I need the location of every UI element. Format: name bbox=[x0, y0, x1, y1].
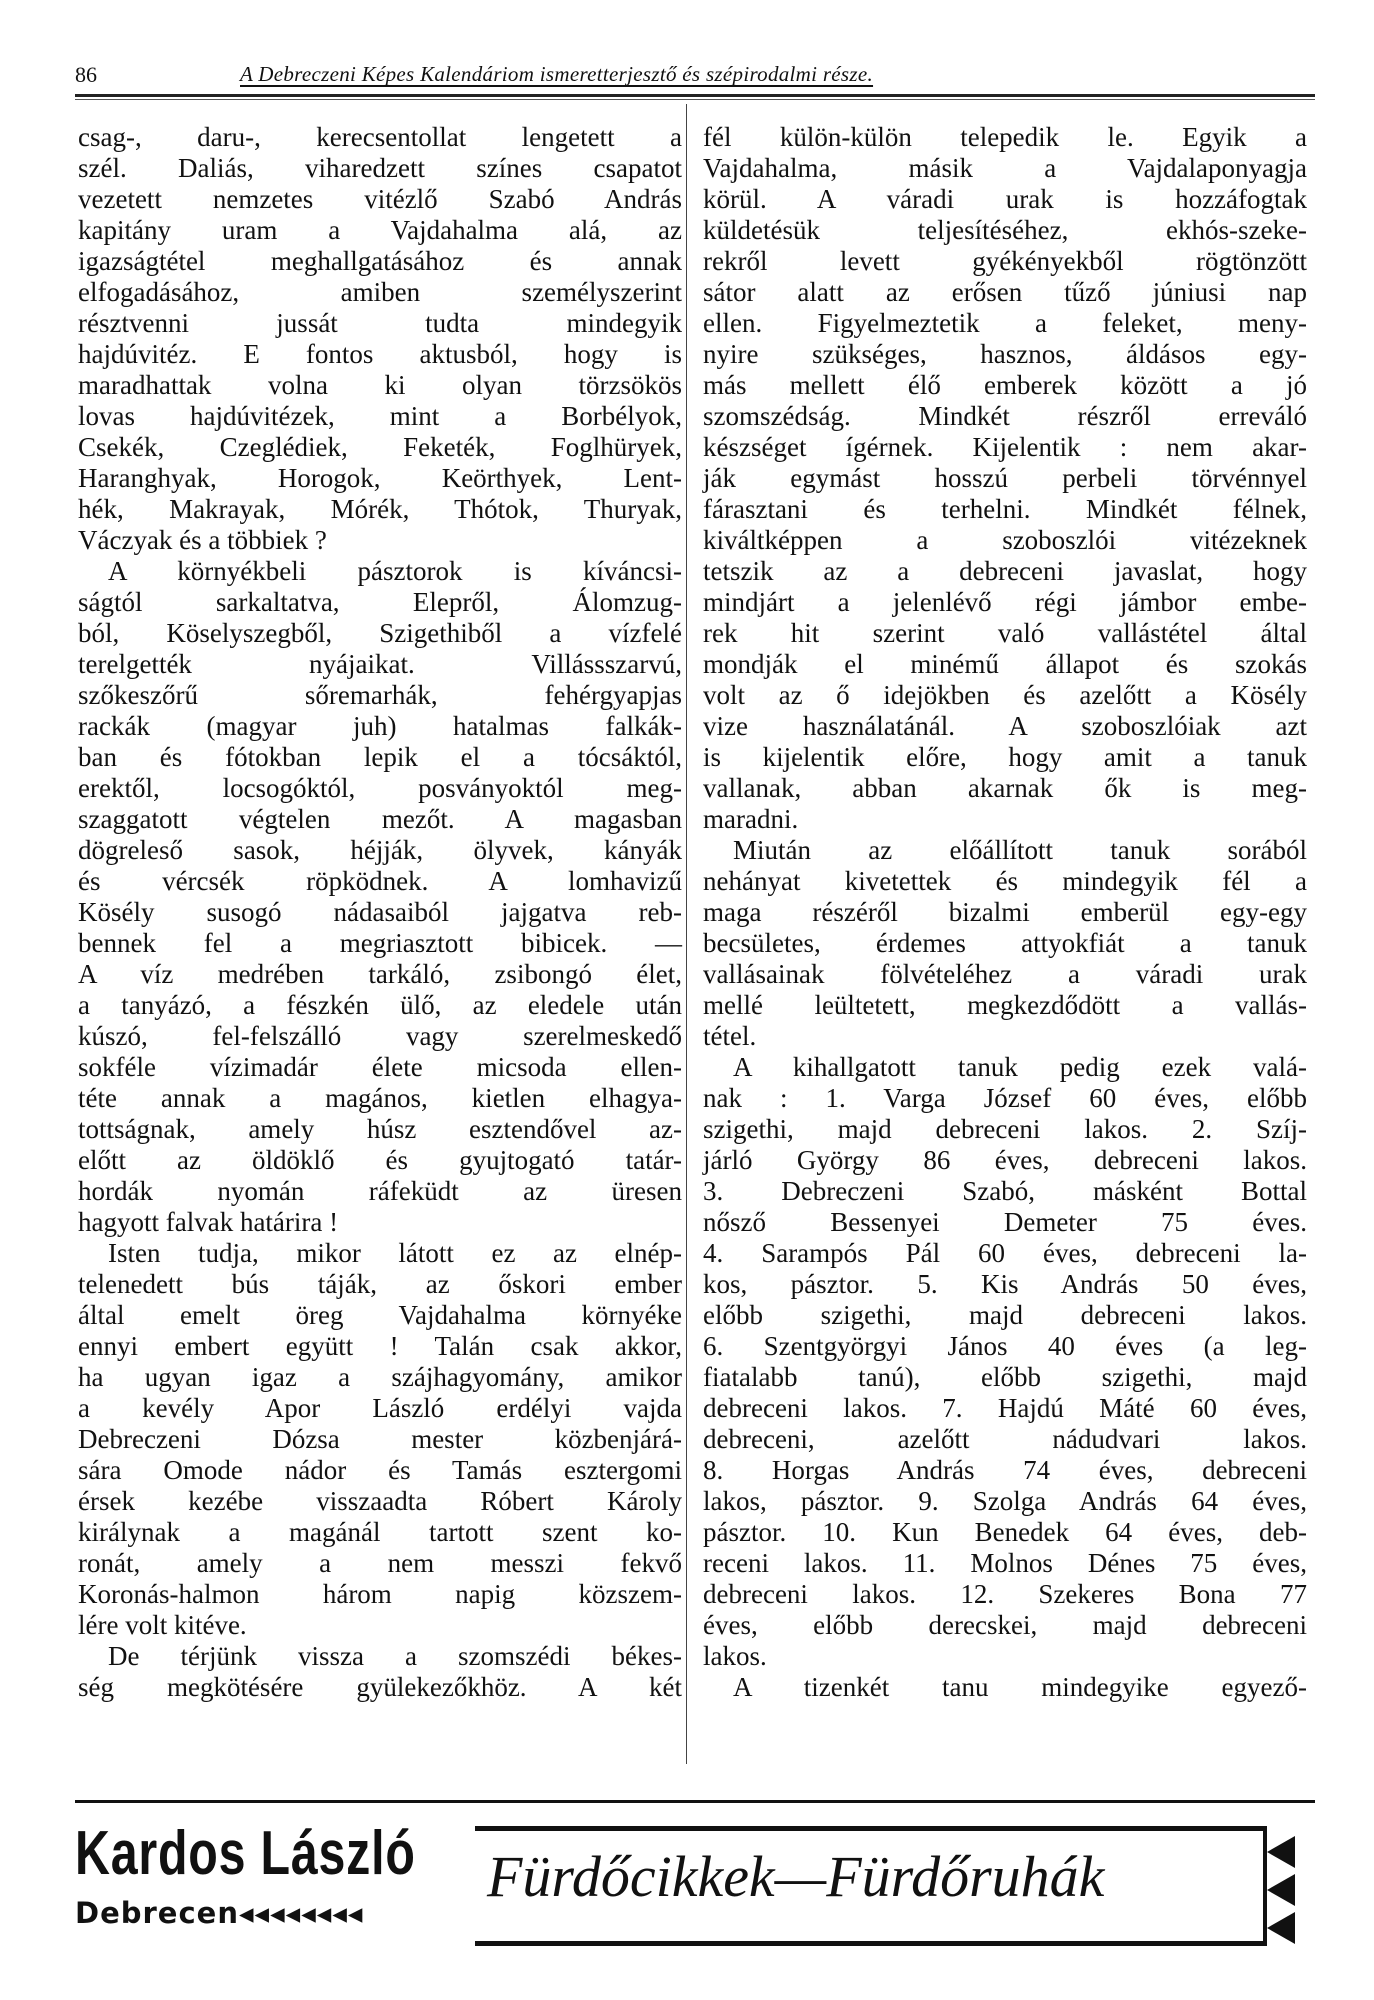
slogan-box bbox=[475, 1826, 1267, 1946]
text-line: által emelt öreg Vajdahalma környéke bbox=[78, 1300, 682, 1330]
footer-rule bbox=[75, 1800, 1315, 1803]
text-line: lakos. bbox=[703, 1641, 767, 1671]
text-line: nehányat kivetettek és mindegyik fél a bbox=[703, 866, 1307, 896]
text-line: vallásainak fölvételéhez a váradi urak bbox=[703, 959, 1307, 989]
text-line: szigethi, majd debreceni lakos. 2. Szíj- bbox=[703, 1114, 1307, 1144]
arrow-group bbox=[1267, 1836, 1303, 1950]
text-line: lére volt kitéve. bbox=[78, 1610, 247, 1640]
text-line: receni lakos. 11. Molnos Dénes 75 éves, bbox=[703, 1548, 1307, 1578]
left-arrow-icon bbox=[1267, 1874, 1295, 1906]
running-title: A Debreczeni Képes Kalendáriom ismeretterjesztő és szépirodalmi része. bbox=[240, 62, 874, 86]
page-header bbox=[75, 62, 1315, 92]
text-line: volt az ő idejökben és azelőtt a Kösély bbox=[703, 680, 1307, 710]
header-rule bbox=[75, 94, 1315, 97]
text-line: debreceni lakos. 12. Szekeres Bona 77 bbox=[703, 1579, 1307, 1609]
text-line: sára Omode nádor és Tamás esztergomi bbox=[78, 1455, 682, 1485]
text-line: erektől, locsogóktól, posványoktól meg- bbox=[78, 773, 682, 803]
text-line: lovas hajdúvitézek, mint a Borbélyok, bbox=[78, 401, 682, 431]
text-line: 4. Sarampós Pál 60 éves, debreceni la- bbox=[703, 1238, 1307, 1268]
text-line: debreceni lakos. 7. Hajdú Máté 60 éves, bbox=[703, 1393, 1307, 1423]
text-line: 3. Debreczeni Szabó, másként Bottal bbox=[703, 1176, 1307, 1206]
text-line: résztvenni jussát tudta mindegyik bbox=[78, 308, 682, 338]
text-line: szomszédság. Mindkét részről erreváló bbox=[703, 401, 1307, 431]
text-line: rekről levett gyékényekből rögtönzött bbox=[703, 246, 1307, 276]
text-line: Isten tudja, mikor látott ez az elnép- bbox=[108, 1238, 682, 1268]
advertisement bbox=[75, 1818, 1315, 1968]
text-line: dögreleső sasok, héjják, ölyvek, kányák bbox=[78, 835, 682, 865]
text-line: rek hit szerint való vallástétel által bbox=[703, 618, 1307, 648]
text-line: mondják el minémű állapot és szokás bbox=[703, 649, 1307, 679]
text-line: és vércsék röpködnek. A lomhavizű bbox=[78, 866, 682, 896]
text-line: Váczyak és a többiek ? bbox=[78, 525, 327, 555]
text-line: fiatalabb tanú), előbb szigethi, majd bbox=[703, 1362, 1307, 1392]
right-column bbox=[703, 122, 1307, 1703]
text-line: királynak a magánál tartott szent ko- bbox=[78, 1517, 682, 1547]
text-line: Haranghyak, Horogok, Keörthyek, Lent- bbox=[78, 463, 682, 493]
text-line: ség megkötésére gyülekezőkhöz. A két bbox=[78, 1672, 682, 1702]
text-line: mindjárt a jelenlévő régi jámbor embe- bbox=[703, 587, 1307, 617]
text-line: vezetett nemzetes vitézlő Szabó András bbox=[78, 184, 682, 214]
text-line: Koronás-halmon három napig közszem- bbox=[78, 1579, 682, 1609]
text-line: A környékbeli pásztorok is kíváncsi- bbox=[108, 556, 682, 586]
advertiser-name: Kardos László bbox=[75, 1819, 416, 1888]
page-number: 86 bbox=[75, 62, 97, 87]
text-line: szél. Daliás, viharedzett színes csapatot bbox=[78, 153, 682, 183]
text-line: terelgették nyájaikat. Villássszarvú, bbox=[78, 649, 682, 679]
left-column bbox=[78, 122, 682, 1703]
text-line: nősző Bessenyei Demeter 75 éves. bbox=[703, 1207, 1307, 1237]
text-line: csag-, daru-, kerecsentollat lengetett a bbox=[78, 122, 682, 152]
text-line: vallanak, abban akarnak ők is meg- bbox=[703, 773, 1307, 803]
text-line: tetszik az a debreceni javaslat, hogy bbox=[703, 556, 1307, 586]
text-line: becsületes, érdemes attyokfiát a tanuk bbox=[703, 928, 1307, 958]
text-line: ból, Köselyszegből, Szigethiből a vízfelé bbox=[78, 618, 682, 648]
text-line: is kijelentik előre, hogy amit a tanuk bbox=[703, 742, 1307, 772]
text-line: Vajdahalma, másik a Vajdalaponyagja bbox=[703, 153, 1307, 183]
text-line: érsek kezébe visszaadta Róbert Károly bbox=[78, 1486, 682, 1516]
text-line: ennyi embert együtt ! Talán csak akkor, bbox=[78, 1331, 682, 1361]
text-line: lakos, pásztor. 9. Szolga András 64 éves, bbox=[703, 1486, 1307, 1516]
text-line: 8. Horgas András 74 éves, debreceni bbox=[703, 1455, 1307, 1485]
text-line: körül. A váradi urak is hozzáfogtak bbox=[703, 184, 1307, 214]
header-rule-thin bbox=[75, 99, 1315, 100]
text-line: ellen. Figyelmeztetik a feleket, meny- bbox=[703, 308, 1307, 338]
text-line: szőkeszőrű sőremarhák, fehérgyapjas bbox=[78, 680, 682, 710]
text-line: maradhattak volna ki olyan törzsökös bbox=[78, 370, 682, 400]
text-line: készséget ígérnek. Kijelentik : nem akar- bbox=[703, 432, 1307, 462]
text-line: Kösély susogó nádasaiból jajgatva reb- bbox=[78, 897, 682, 927]
text-line: A kihallgatott tanuk pedig ezek valá- bbox=[733, 1052, 1307, 1082]
text-line: bennek fel a megriasztott bibicek. — bbox=[78, 928, 682, 958]
text-line: téte annak a magános, kietlen elhagya- bbox=[78, 1083, 682, 1113]
text-line: a kevély Apor László erdélyi vajda bbox=[78, 1393, 682, 1423]
text-line: fél külön-külön telepedik le. Egyik a bbox=[703, 122, 1307, 152]
text-line: hagyott falvak határira ! bbox=[78, 1207, 339, 1237]
text-line: rackák (magyar juh) hatalmas falkák- bbox=[78, 711, 682, 741]
text-line: hordák nyomán ráfeküdt az üresen bbox=[78, 1176, 682, 1206]
text-line: kapitány uram a Vajdahalma alá, az bbox=[78, 215, 682, 245]
text-line: 6. Szentgyörgyi János 40 éves (a leg- bbox=[703, 1331, 1307, 1361]
text-line: nak : 1. Varga József 60 éves, előbb bbox=[703, 1083, 1307, 1113]
text-line: tottságnak, amely húsz esztendővel az- bbox=[78, 1114, 682, 1144]
text-line: debreceni, azelőtt nádudvari lakos. bbox=[703, 1424, 1307, 1454]
ad-slogan: Fürdőcikkek—Fürdőruhák bbox=[487, 1844, 1105, 1909]
text-line: elfogadásához, amiben személyszerint bbox=[78, 277, 682, 307]
text-line: ronát, amely a nem messzi fekvő bbox=[78, 1548, 682, 1578]
text-line: más mellett élő emberek között a jó bbox=[703, 370, 1307, 400]
text-line: kúszó, fel-felszálló vagy szerelmeskedő bbox=[78, 1021, 682, 1051]
text-line: Csekék, Czeglédiek, Feketék, Foglhüryek, bbox=[78, 432, 682, 462]
text-line: tétel. bbox=[703, 1021, 757, 1051]
text-line: A tizenkét tanu mindegyike egyező- bbox=[733, 1672, 1307, 1702]
text-line: hajdúvitéz. E fontos aktusból, hogy is bbox=[78, 339, 682, 369]
text-line: Miután az előállított tanuk sorából bbox=[733, 835, 1307, 865]
text-line: maga részéről bizalmi emberül egy-egy bbox=[703, 897, 1307, 927]
text-line: nyire szükséges, hasznos, áldásos egy- bbox=[703, 339, 1307, 369]
text-line: éves, előbb derecskei, majd debreceni bbox=[703, 1610, 1307, 1640]
text-line: ságtól sarkaltatva, Elepről, Álomzug- bbox=[78, 587, 682, 617]
text-line: A víz medrében tarkáló, zsibongó élet, bbox=[78, 959, 682, 989]
text-line: ban és fótokban lepik el a tócsáktól, bbox=[78, 742, 682, 772]
text-line: fárasztani és terhelni. Mindkét félnek, bbox=[703, 494, 1307, 524]
text-line: sokféle vízimadár élete micsoda ellen- bbox=[78, 1052, 682, 1082]
column-divider bbox=[686, 104, 687, 1764]
text-line: pásztor. 10. Kun Benedek 64 éves, deb- bbox=[703, 1517, 1307, 1547]
left-arrow-icon bbox=[1267, 1912, 1295, 1944]
text-line: kiváltképpen a szoboszlói vitézeknek bbox=[703, 525, 1307, 555]
text-line: maradni. bbox=[703, 804, 799, 834]
advertiser-city: Debrecen◂◂◂◂◂◂◂◂ bbox=[75, 1896, 364, 1930]
text-line: vize használatánál. A szoboszlóiak azt bbox=[703, 711, 1307, 741]
text-line: sátor alatt az erősen tűző júniusi nap bbox=[703, 277, 1307, 307]
text-line: szaggatott végtelen mezőt. A magasban bbox=[78, 804, 682, 834]
text-line: előtt az öldöklő és gyujtogató tatár- bbox=[78, 1145, 682, 1175]
text-line: ha ugyan igaz a szájhagyomány, amikor bbox=[78, 1362, 682, 1392]
text-line: a tanyázó, a fészkén ülő, az eledele után bbox=[78, 990, 682, 1020]
left-arrow-icon bbox=[1267, 1836, 1295, 1868]
text-line: ják egymást hosszú perbeli törvénnyel bbox=[703, 463, 1307, 493]
text-line: telenedett bús táják, az őskori ember bbox=[78, 1269, 682, 1299]
text-line: De térjünk vissza a szomszédi békes- bbox=[108, 1641, 682, 1671]
text-line: hék, Makrayak, Mórék, Thótok, Thuryak, bbox=[78, 494, 682, 524]
text-line: kos, pásztor. 5. Kis András 50 éves, bbox=[703, 1269, 1307, 1299]
text-line: járló György 86 éves, debreceni lakos. bbox=[703, 1145, 1307, 1175]
text-line: előbb szigethi, majd debreceni lakos. bbox=[703, 1300, 1307, 1330]
text-line: mellé leültetett, megkezdődött a vallás- bbox=[703, 990, 1307, 1020]
text-line: Debreczeni Dózsa mester közbenjárá- bbox=[78, 1424, 682, 1454]
text-line: küldetésük teljesítéséhez, ekhós-szeke- bbox=[703, 215, 1307, 245]
text-line: igazságtétel meghallgatásához és annak bbox=[78, 246, 682, 276]
